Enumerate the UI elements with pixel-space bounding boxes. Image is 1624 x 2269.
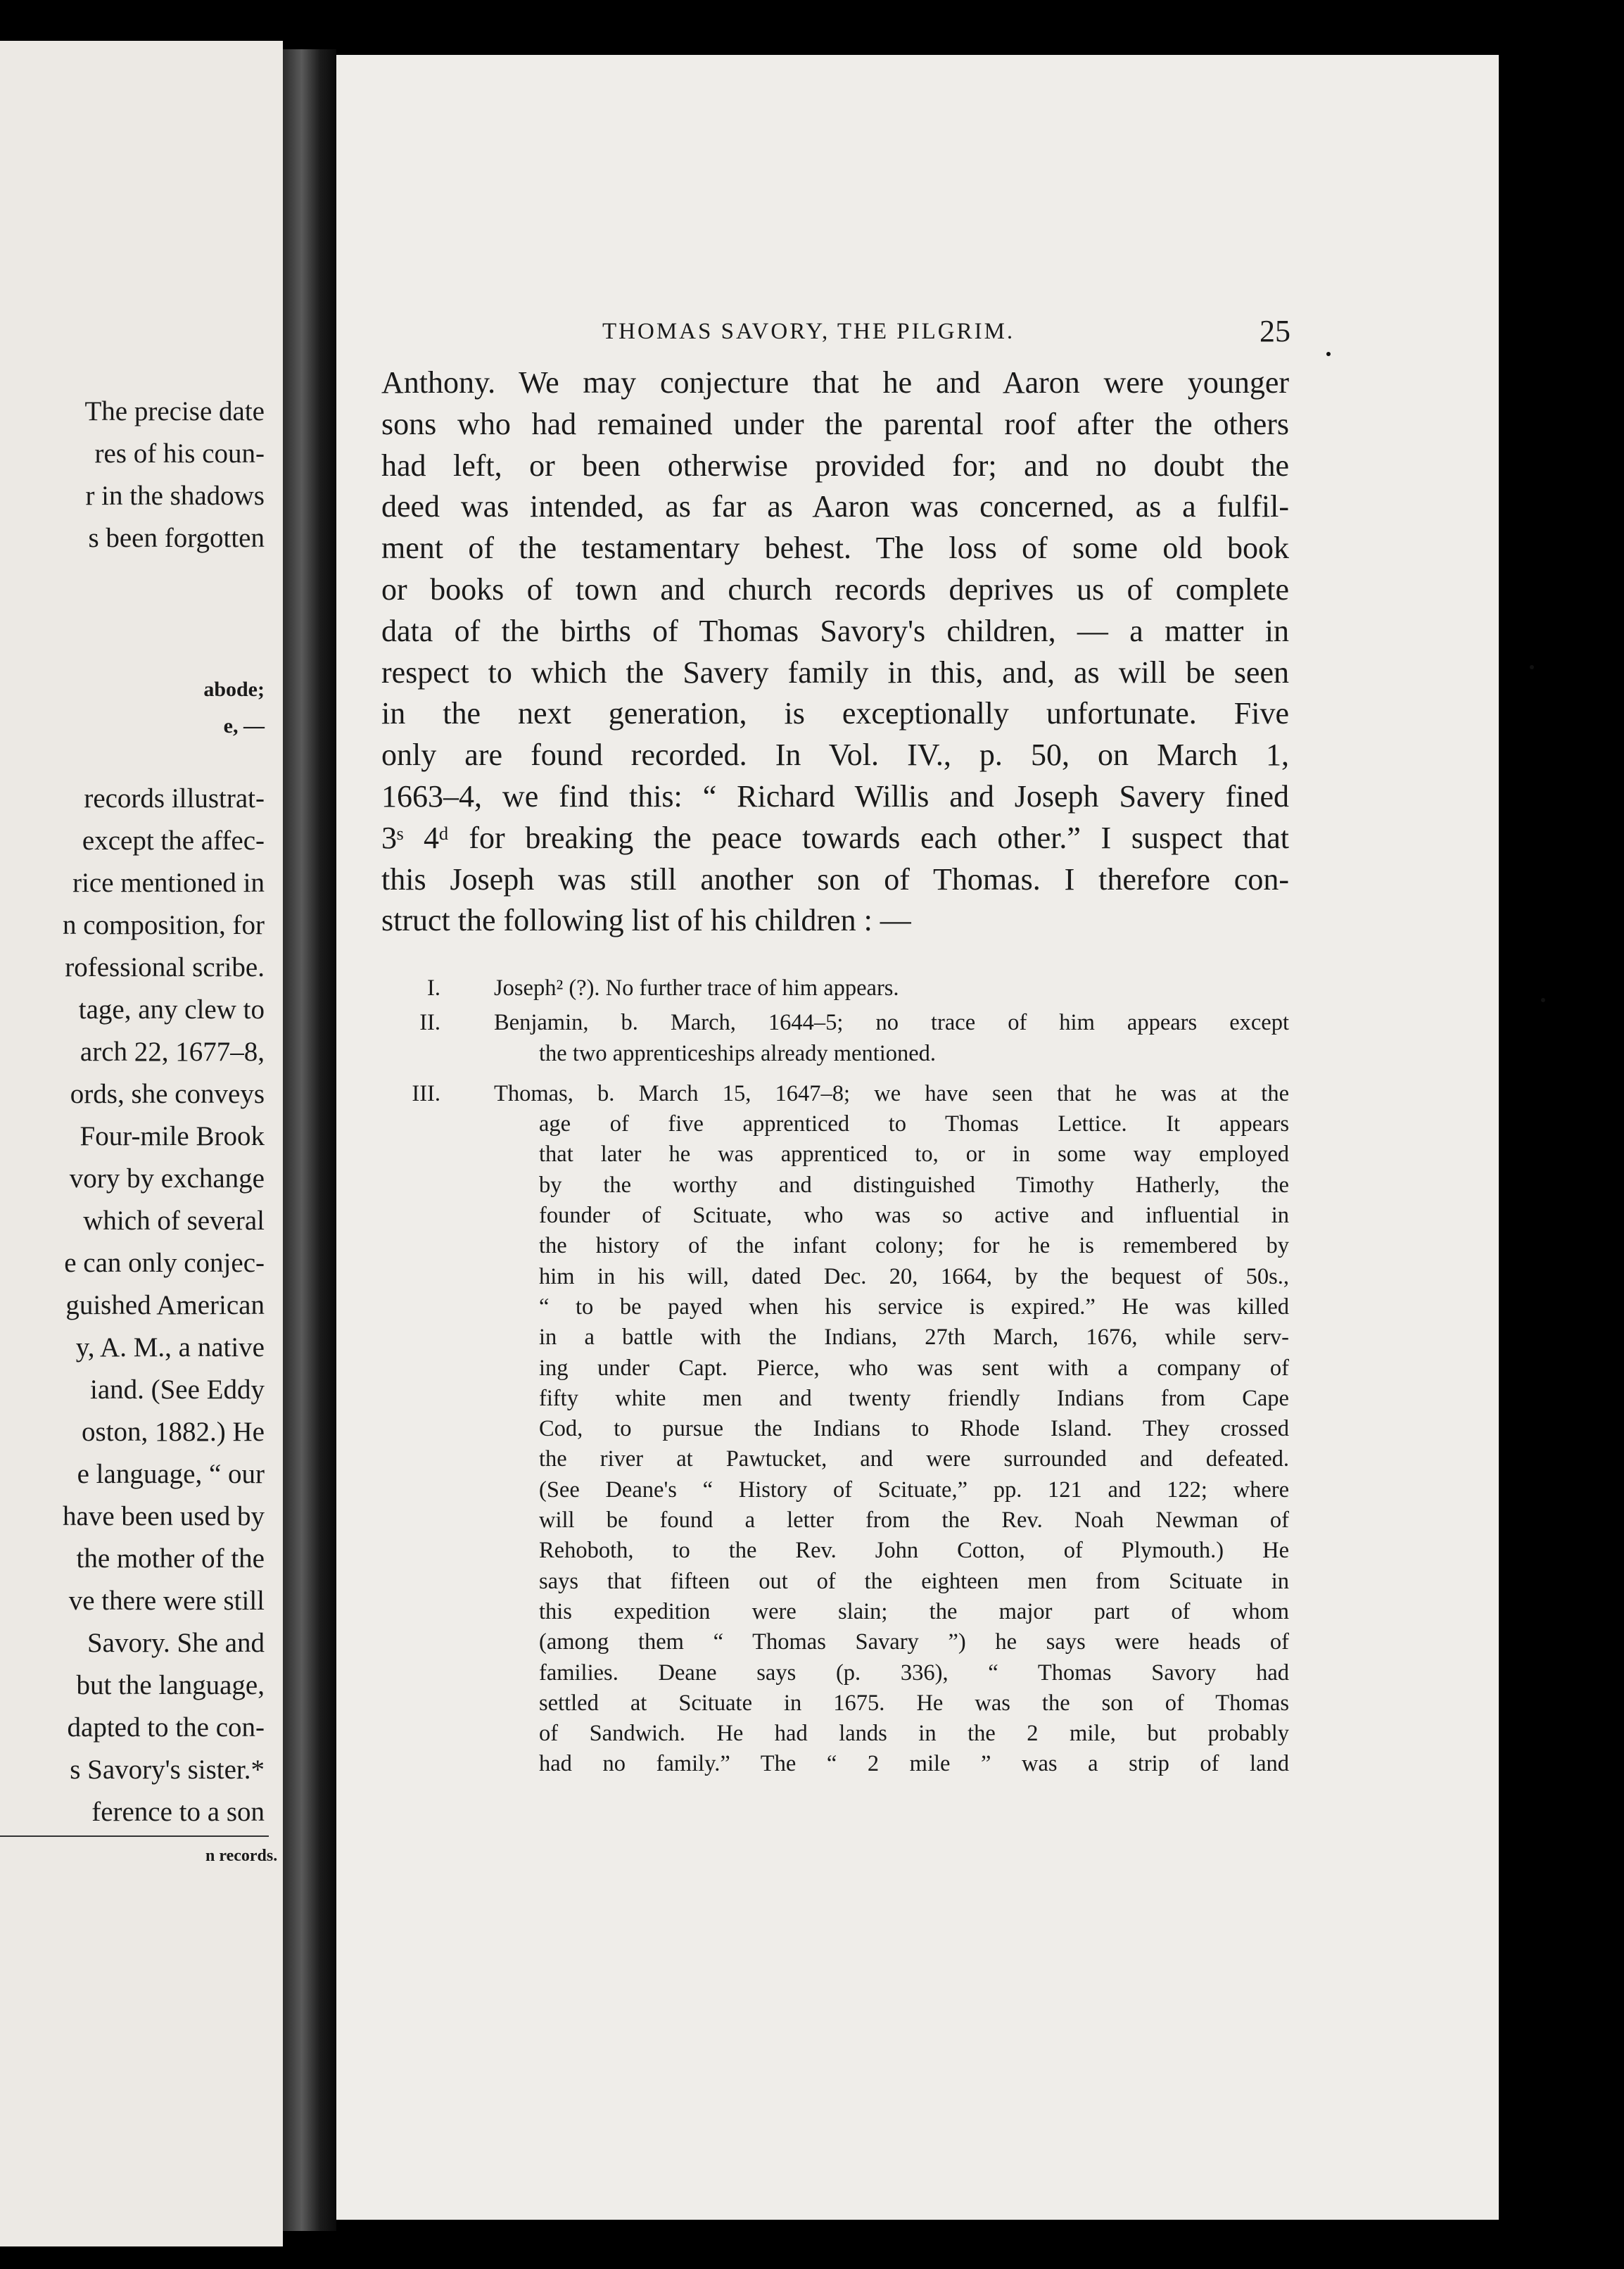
left-text-line: guished American [65,1290,265,1320]
left-footnote: n records. [205,1847,278,1865]
footnote-rule [0,1835,269,1837]
left-text-line: ve there were still [68,1586,265,1616]
list-item-text: settled at Scituate in 1675. He was the son of Thomas [539,1690,1289,1716]
page-header [336,313,1499,355]
left-text-line: e language, “ our [77,1459,265,1489]
list-number: I. [427,975,440,1001]
left-text-line: r in the shadows [85,481,265,511]
left-text-line: e can only conjec- [64,1248,265,1278]
body-text [381,362,1289,942]
list-item-text: will be found a letter from the Rev. Noah Newman of [539,1508,1289,1534]
left-text-line: rice mentioned in [72,868,265,898]
left-text-line: n composition, for [62,910,265,940]
list-item-text: ing under Capt. Pierce, who was sent with a company of [539,1355,1289,1381]
text-line: Anthony. We may conjecture that he and Aaron were younger [381,365,1289,400]
text-line: respect to which the Savery family in this, and, as will be seen [381,655,1289,690]
text-line: data of the births of Thomas Savory's children, — a matter in [381,613,1289,648]
scan-speck [1541,998,1545,1002]
left-text-line: vory by exchange [69,1163,265,1194]
left-text-line: abode; [203,678,265,701]
text-line: deed was intended, as far as Aaron was concerned, as a fulfil- [381,489,1289,524]
list-item [381,1079,1289,1109]
list-item-text: of Sandwich. He had lands in the 2 mile, but probably [539,1721,1289,1747]
text-line: 1663–4, we find this: “ Richard Willis and Joseph Savery fined [381,778,1289,814]
left-text-line: Savory. She and [87,1628,265,1658]
list-item-text: in a battle with the Indians, 27th March, 1676, while serv- [539,1325,1289,1351]
left-text-line: rofessional scribe. [65,952,265,982]
list-item-text: Thomas, b. March 15, 1647–8; we have seen that he was at the [494,1080,1289,1106]
list-item-text: him in his will, dated Dec. 20, 1664, by the bequest of 50s., [539,1263,1289,1289]
book-gutter [283,49,336,2231]
list-item-text: Joseph² (?). No further trace of him appears. [494,975,899,1001]
left-text-line: s Savory's sister.* [70,1755,265,1785]
text-line: struct the following list of his children : — [381,903,911,938]
list-item-text: fifty white men and twenty friendly Indians from Cape [539,1385,1289,1411]
list-item-text: the river at Pawtucket, and were surrounded and defeated. [539,1446,1289,1472]
list-item-text: Benjamin, b. March, 1644–5; no trace of him appears except [494,1010,1289,1036]
list-item [381,1008,1289,1038]
left-text-line: records illustrat- [84,783,265,814]
right-page [336,55,1499,2220]
left-text-line: but the language, [76,1670,265,1700]
text-line: only are found recorded. In Vol. IV., p. 50, on March 1, [381,738,1289,773]
text-line: 3ˢ 4ᵈ for breaking the peace towards each other.” I suspect that [381,820,1289,855]
left-text-line: except the affec- [82,826,265,856]
left-text-line: have been used by [63,1501,265,1531]
left-text-line: s been forgotten [88,523,265,553]
left-text-line: res of his coun- [94,438,265,469]
list-item-text: that later he was apprenticed to, or in some way employed [539,1142,1289,1168]
children-list [381,973,1289,1780]
text-line: in the next generation, is exceptionally unfortunate. Five [381,696,1289,731]
list-item-text: by the worthy and distinguished Timothy Hatherly, the [539,1172,1289,1198]
left-text-line: the mother of the [76,1543,265,1574]
list-item-text: Cod, to pursue the Indians to Rhode Island. They crossed [539,1416,1289,1442]
text-line: or books of town and church records deprives us of complete [381,571,1289,607]
left-text-line: The precise date [84,396,265,426]
scan-speck [1530,665,1534,669]
list-item-text: the history of the infant colony; for he is remembered by [539,1233,1289,1259]
text-line: this Joseph was still another son of Thomas. I therefore con- [381,861,1289,897]
list-item-text: (among them “ Thomas Savary ”) he says were heads of [539,1629,1289,1655]
list-item-text: founder of Scituate, who was so active and influential in [539,1203,1289,1229]
text-line: sons who had remained under the parental roof after the others [381,406,1289,441]
scan-speck [1326,352,1331,356]
list-item-text: (See Deane's “ History of Scituate,” pp. 121 and 122; where [539,1477,1289,1503]
list-item-text: says that fifteen out of the eighteen men from Scituate in [539,1568,1289,1594]
list-item-text: this expedition were slain; the major part of whom [539,1598,1289,1624]
left-text-line: which of several [83,1206,265,1236]
left-page [0,41,283,2246]
list-number: III. [412,1080,440,1106]
left-text-line: dapted to the con- [67,1712,265,1743]
list-item-text: age of five apprenticed to Thomas Lettice. It appears [539,1111,1289,1137]
list-item-text: families. Deane says (p. 336), “ Thomas Savory had [539,1660,1289,1686]
list-item-text: had no family.” The “ 2 mile ” was a strip of land [539,1751,1289,1777]
left-text-line: ference to a son [91,1797,265,1827]
left-text-line: Four-mile Brook [80,1121,265,1151]
left-text-line: oston, 1882.) He [82,1417,265,1447]
left-text-line: arch 22, 1677–8, [80,1037,265,1067]
list-number: II. [419,1010,440,1036]
running-head: THOMAS SAVORY, THE PILGRIM. [602,319,1015,344]
list-item [381,973,1289,1004]
left-text-line: y, A. M., a native [75,1332,265,1363]
left-text-line: iand. (See Eddy [89,1374,265,1405]
list-item-text: Rehoboth, to the Rev. John Cotton, of Plymouth.) He [539,1538,1289,1564]
text-line: ment of the testamentary behest. The loss of some old book [381,531,1289,566]
left-text-line: tage, any clew to [78,994,265,1025]
text-line: had left, or been otherwise provided for; and no doubt the [381,448,1289,483]
left-text-line: ords, she conveys [70,1079,265,1109]
page-number: 25 [1260,314,1290,348]
list-item-text: “ to be payed when his service is expired.” He was killed [539,1294,1289,1320]
list-item-text: the two apprenticeships already mentioned. [539,1040,937,1066]
left-text-line: e, — [223,714,265,738]
